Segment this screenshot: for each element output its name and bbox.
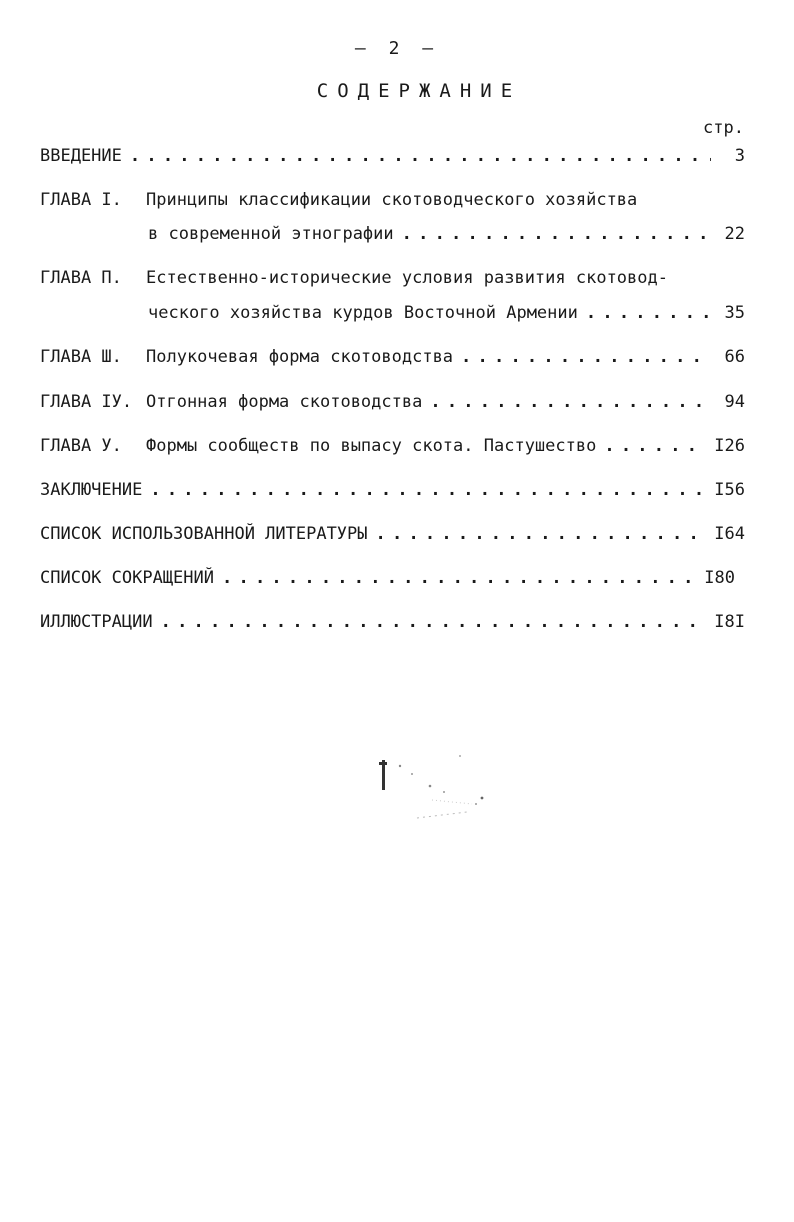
toc-entry-label: Принципы классификации скотоводческого хозяйства	[146, 190, 638, 210]
toc-entry-page: 66	[724, 347, 745, 367]
dot-leader	[430, 390, 711, 414]
toc-entry-chapter-3	[40, 345, 745, 369]
toc-entry-label: Естественно-исторические условия развития скотовод-	[146, 268, 668, 288]
toc-entry-introduction	[40, 144, 745, 168]
toc-entry-page: 94	[724, 392, 745, 412]
toc-entry-bibliography	[40, 522, 745, 546]
dot-leader	[376, 522, 707, 546]
toc-entry-chapter-1-cont	[148, 222, 745, 246]
scan-smudge	[372, 752, 492, 822]
toc-entry-chapter-2-cont	[148, 301, 745, 325]
toc-entry-label: СПИСОК ИСПОЛЬЗОВАННОЙ ЛИТЕРАТУРЫ	[40, 524, 368, 544]
toc-entry-label: ИЛЛЮСТРАЦИИ	[40, 612, 153, 632]
toc-entry-chapter-1	[40, 188, 745, 212]
dot-leader	[222, 566, 696, 590]
page-number: – 2 –	[354, 38, 440, 59]
toc-entry-conclusion	[40, 478, 745, 502]
dot-leader	[586, 301, 711, 325]
toc-entry-page: I26	[714, 436, 745, 456]
toc-entry-label: ЗАКЛЮЧЕНИЕ	[40, 480, 143, 500]
toc-entry-page: I8I	[714, 612, 745, 632]
toc-chapter-number: ГЛАВА I.	[40, 190, 122, 210]
dot-leader	[402, 222, 711, 246]
toc-entry-page: 3	[734, 146, 745, 166]
toc-entry-page: I64	[714, 524, 745, 544]
dot-leader	[130, 144, 711, 168]
dot-leader	[150, 478, 706, 502]
toc-entry-chapter-4	[40, 390, 745, 414]
toc-entry-label: Формы сообществ по выпасу скота. Пастушество	[146, 436, 597, 456]
toc-chapter-number: ГЛАВА П.	[40, 268, 122, 288]
page-column-label: стр.	[703, 118, 744, 138]
toc-entry-chapter-2	[40, 266, 745, 290]
toc-entry-label: СПИСОК СОКРАЩЕНИЙ	[40, 568, 214, 588]
toc-entry-label-cont: ческого хозяйства курдов Восточной Армении	[148, 303, 578, 323]
toc-entry-abbreviations	[40, 566, 735, 590]
page-title: СОДЕРЖАНИЕ	[316, 80, 522, 102]
dot-leader	[161, 610, 707, 634]
toc-entry-label: Отгонная форма скотоводства	[146, 392, 423, 412]
toc-entry-page: I80	[704, 568, 735, 588]
toc-entry-illustrations	[40, 610, 745, 634]
toc-entry-page: 35	[724, 303, 745, 323]
toc-entry-label: ВВЕДЕНИЕ	[40, 146, 122, 166]
toc-entry-page: I56	[714, 480, 745, 500]
toc-entry-page: 22	[724, 224, 745, 244]
toc-entry-label-cont: в современной этнографии	[148, 224, 394, 244]
toc-chapter-number: ГЛАВА IУ.	[40, 392, 133, 412]
toc-entry-chapter-5	[40, 434, 745, 458]
dot-leader	[604, 434, 706, 458]
toc-entry-label: Полукочевая форма скотоводства	[146, 347, 454, 367]
toc-chapter-number: ГЛАВА У.	[40, 436, 122, 456]
dot-leader	[461, 345, 711, 369]
toc-chapter-number: ГЛАВА Ш.	[40, 347, 122, 367]
